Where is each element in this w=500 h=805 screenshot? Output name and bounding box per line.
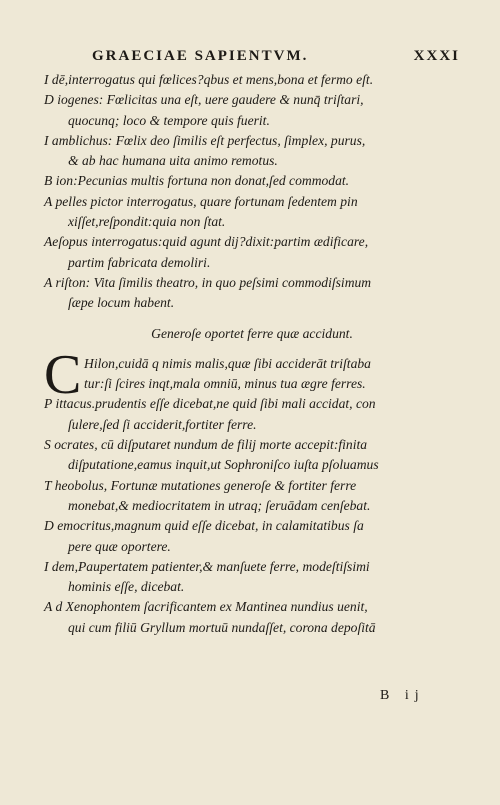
text-line: I amblichus: Fœlix deo ſimilis eſt perfectus, ſimplex, purus, (44, 132, 366, 148)
running-header (92, 48, 460, 65)
saying-entry (44, 131, 460, 172)
entries-top (44, 70, 460, 314)
text-line: monebat,& mediocritatem in utraq; ſeruādam cenſebat. (68, 497, 371, 513)
saying-entry (44, 394, 460, 435)
dropcap-line: tur:ſi ſcires inqt,mala omniū, minus tua ægre ferres. (84, 376, 366, 392)
text-line: partim fabricata demoliri. (68, 254, 211, 270)
text-line: Aeſopus interrogatus:quid agunt dij?dixit:partim ædificare, (44, 234, 369, 250)
text-line: ſæpe locum habent. (68, 295, 175, 311)
text-line: pere quæ oportere. (68, 538, 171, 554)
folio-number: XXXI (413, 48, 460, 64)
saying-entry (44, 70, 460, 90)
saying-entry (44, 192, 460, 233)
text-line: B ion:Pecunias multis fortuna non donat,ſed commodat. (44, 173, 350, 189)
saying-entry (44, 273, 460, 314)
signature-mark: B ij (380, 688, 425, 703)
running-title: GRAECIAE SAPIENTVM. (92, 48, 309, 64)
text-line: D iogenes: Fœlicitas una eſt, uere gaudere & nunq̄ triſtari, (44, 92, 364, 108)
saying-entry (44, 516, 460, 557)
saying-entry (44, 90, 460, 131)
dropcap-letter: C (44, 343, 82, 406)
saying-entry (44, 597, 460, 638)
entries-bottom (44, 394, 460, 638)
text-line: ſulere,ſed ſi acciderit,fortiter ferre. (68, 416, 257, 432)
text-line: quocunq; loco & tempore quis fuerit. (68, 112, 270, 128)
text-line: I dē,interrogatus qui fœlices?qbus et mens,bona et fermo eſt. (44, 72, 374, 87)
text-line: P ittacus.prudentis eſſe dicebat,ne quid ſibi mali accidat, con (44, 396, 376, 412)
saying-entry (44, 476, 460, 517)
text-line: qui cum filiū Gryllum mortuū nundaſſet, corona depoſitā (68, 619, 376, 635)
text-line: hominis eſſe, dicebat. (68, 579, 185, 595)
text-line: A riſton: Vita ſimilis theatro, in quo peſsimi commodiſsimum (44, 274, 372, 290)
text-line: D emocritus,magnum quid eſſe dicebat, in calamitatibus ſa (44, 518, 364, 534)
section-heading: Generoſe oportet ferre quæ accidunt. (151, 325, 353, 341)
saying-entry (44, 232, 460, 273)
text-line: T heobolus, Fortunæ mutationes generoſe & fortiter ferre (44, 477, 357, 493)
text-line: xiſſet,reſpondit:quia non ſtat. (68, 214, 226, 230)
saying-entry (44, 557, 460, 598)
text-line: I dem,Paupertatem patienter,& manſuete ferre, modeſtiſsimi (44, 558, 370, 574)
saying-entry (44, 435, 460, 476)
text-line: & ab hac humana uita animo remotus. (68, 153, 278, 169)
text-line: S ocrates, cū diſputaret nundum de filij morte accepit:finita (44, 437, 368, 453)
dropcap-line: Hilon,cuidā q nimis malis,quæ ſibi acciderāt triſtaba (84, 355, 371, 371)
text-line: A d Xenophontem ſacrificantem ex Mantinea nundius uenit, (44, 599, 368, 615)
text-line: A pelles pictor interrogatus, quare fortunam ſedentem pin (44, 193, 358, 209)
text-line: diſputatione,eamus inquit,ut Sophroniſco iuſta pſoluamus (68, 457, 379, 473)
page-text (44, 70, 460, 638)
saying-entry (44, 171, 460, 191)
